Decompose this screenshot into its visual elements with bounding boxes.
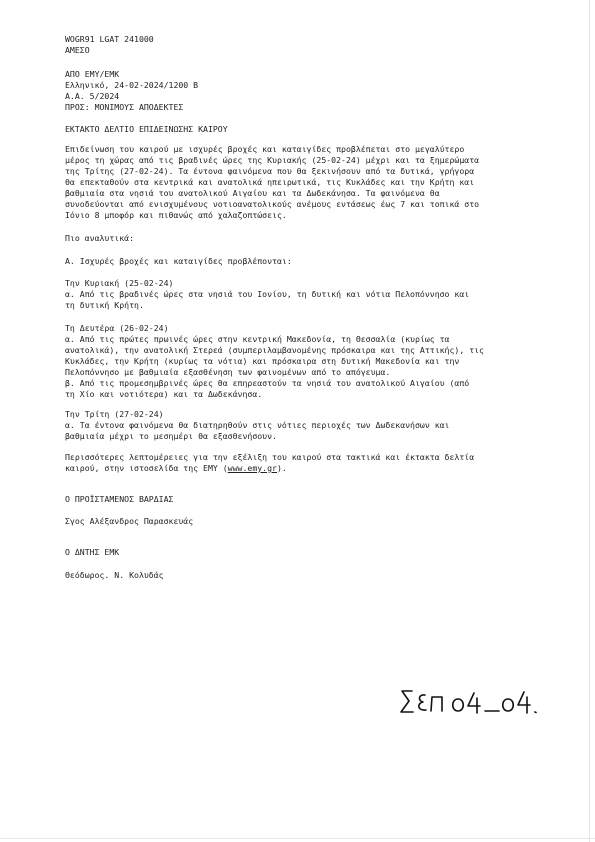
director-title: Ο ΔΝΤΗΣ ΕΜΚ <box>65 547 120 557</box>
more-info-line <box>65 463 287 474</box>
scan-edge-right <box>589 0 590 842</box>
monday-line: β. Από τις προμεσημβρινές ώρες θα επηρεαστούν τα νησιά του ανατολικού Αιγαίου (από <box>65 378 470 388</box>
intro-line: Επιδείνωση του καιρού με ισχυρές βροχές και καταιγίδες προβλέπεται στο μεγαλύτερο <box>65 144 465 154</box>
sunday-heading: Την Κυριακή (25-02-24) <box>65 278 174 288</box>
intro-line: συνοδεύονται από ενισχυμένους νοτιοανατολικούς ανέμους εντάσεως έως 7 και τοπικά στο <box>65 199 480 209</box>
header-code: WOGR91 LGAT 241000 <box>65 34 154 44</box>
intro-line: της Τρίτης (27-02-24). Τα έντονα φαινόμενα που θα ξεκινήσουν από τα δυτικά, γρήγορα <box>65 166 475 176</box>
more-info-line: Περισσότερες λεπτομέρειες για την εξέλιξη του καιρού στα τακτικά και έκτακτα δελτία <box>65 452 475 462</box>
monday-line: Πελοπόννησο με βαθμιαία εξασθένηση των φαινομένων από το απόγευμα. <box>65 367 391 377</box>
reference-number: Α.Α. 5/2024 <box>65 91 120 101</box>
tuesday-heading: Την Τρίτη (27-02-24) <box>65 409 164 419</box>
tuesday-line: βαθμιαία μέχρι το μεσημέρι θα εξασθενήσουν. <box>65 431 277 441</box>
intro-line: Ιόνιο 8 μποφόρ και πιθανώς από χαλαζοπτώσεις. <box>65 210 287 220</box>
monday-line: α. Από τις πρώτες πρωινές ώρες στην κεντρική Μακεδονία, τη Θεσσαλία (κυρίως τα <box>65 334 450 344</box>
bulletin-title: ΕΚΤΑΚΤΟ ΔΕΛΤΙΟ ΕΠΙΔΕΙΝΩΣΗΣ ΚΑΙΡΟΥ <box>65 124 228 134</box>
scan-edge-bottom <box>0 838 595 839</box>
monday-line: τη Χίο και νοτιότερα) και τα Δωδεκάνησα. <box>65 389 263 399</box>
emy-website-link[interactable]: www.emy.gr <box>227 463 277 473</box>
director-name: Θεόδωρος. Ν. Κολυδάς <box>65 570 164 580</box>
more-info-text: καιρού, στην ιστοσελίδα της ΕΜΥ ( <box>65 463 228 473</box>
sunday-line: τη δυτική Κρήτη. <box>65 300 144 310</box>
monday-heading: Τη Δευτέρα (26-02-24) <box>65 323 169 333</box>
shift-chief-title: Ο ΠΡΟΪΣΤΑΜΕΝΟΣ ΒΑΡΔΙΑΣ <box>65 494 174 504</box>
intro-line: μέρος τη χώρας από τις βραδινές ώρες της Κυριακής (25-02-24) μέχρι και τα ξημερώματα <box>65 155 480 165</box>
place-date: Ελληνικό, 24-02-2024/1200 Β <box>65 80 199 90</box>
tuesday-line: α. Τα έντονα φαινόμενα θα διατηρηθούν στις νότιες περιοχές των Δωδεκανήσων και <box>65 420 450 430</box>
intro-line: βαθμιαία στα νησιά του ανατολικού Αιγαίου και τα Δωδεκάνησα. Τα φαινόμενα θα <box>65 188 440 198</box>
recipients: ΠΡΟΣ: ΜΟΝΙΜΟΥΣ ΑΠΟΔΕΚΤΕΣ <box>65 102 184 112</box>
shift-chief-name: Σγος Αλέξανδρος Παρασκευάς <box>65 516 194 526</box>
detail-heading: Πιο αναλυτικά: <box>65 233 135 243</box>
sunday-line: α. Από τις βραδινές ώρες στα νησιά του Ιονίου, τη δυτική και νότια Πελοπόννησο και <box>65 289 470 299</box>
handwritten-note <box>398 683 548 719</box>
monday-line: Κυκλάδες, την Κρήτη (κυρίως τα νότια) και πρόσκαιρα στη δυτική Μακεδονία και την <box>65 356 460 366</box>
monday-line: ανατολικά), την ανατολική Στερεά (συμπεριλαμβανομένης πρόσκαιρα και της Αττικής), τις <box>65 345 484 355</box>
more-info-text: ). <box>276 463 287 473</box>
intro-line: θα επεκταθούν στα κεντρικά και ανατολικά ηπειρωτικά, τις Κυκλάδες και την Κρήτη και <box>65 177 475 187</box>
sender: ΑΠΟ ΕΜΥ/ΕΜΚ <box>65 69 120 79</box>
section-a-heading: Α. Ισχυρές βροχές και καταιγίδες προβλέπονται: <box>65 256 292 266</box>
priority-label: ΑΜΕΣΟ <box>65 45 90 55</box>
